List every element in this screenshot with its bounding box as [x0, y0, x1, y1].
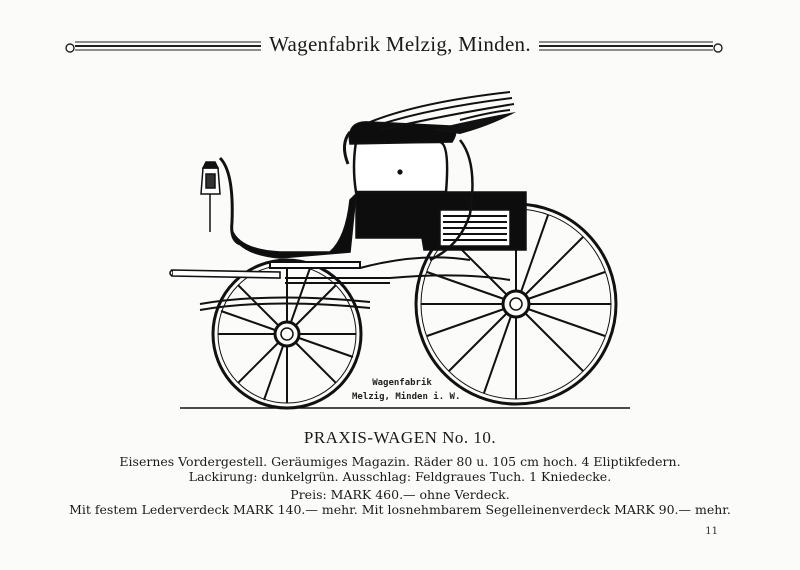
price-line: Preis: MARK 460.— ohne Verdeck.	[290, 487, 510, 502]
shaft	[170, 270, 280, 278]
page-number: 11	[705, 526, 718, 537]
maker-label	[352, 376, 461, 404]
carriage-body-front	[232, 194, 356, 258]
carriage-illustration	[160, 82, 640, 422]
louvered-vent	[440, 210, 510, 246]
header-title-text: Wagenfabrik Melzig, Minden.	[261, 32, 539, 56]
model-title: PRAXIS-WAGEN No. 10.	[303, 428, 497, 447]
dashboard-rail	[220, 158, 240, 244]
maker-label-line2: Melzig, Minden i. W.	[352, 392, 461, 402]
maker-label-line1: Wagenfabrik	[372, 378, 432, 388]
seat-panel	[354, 142, 447, 192]
options-line: Mit festem Lederverdeck MARK 140.— mehr. Mit losnehmbarem Segelleinenverdeck MARK 90.— mehr.	[69, 502, 731, 517]
page-header-title	[0, 32, 800, 57]
description-line-1: Eisernes Vordergestell. Geräumiges Magazin. Räder 80 u. 105 cm hoch. 4 Eliptikfedern.	[119, 454, 681, 469]
carriage-lamp	[201, 162, 220, 232]
description-line-2: Lackirung: dunkelgrün. Ausschlag: Feldgraues Tuch. 1 Kniedecke.	[188, 469, 612, 484]
